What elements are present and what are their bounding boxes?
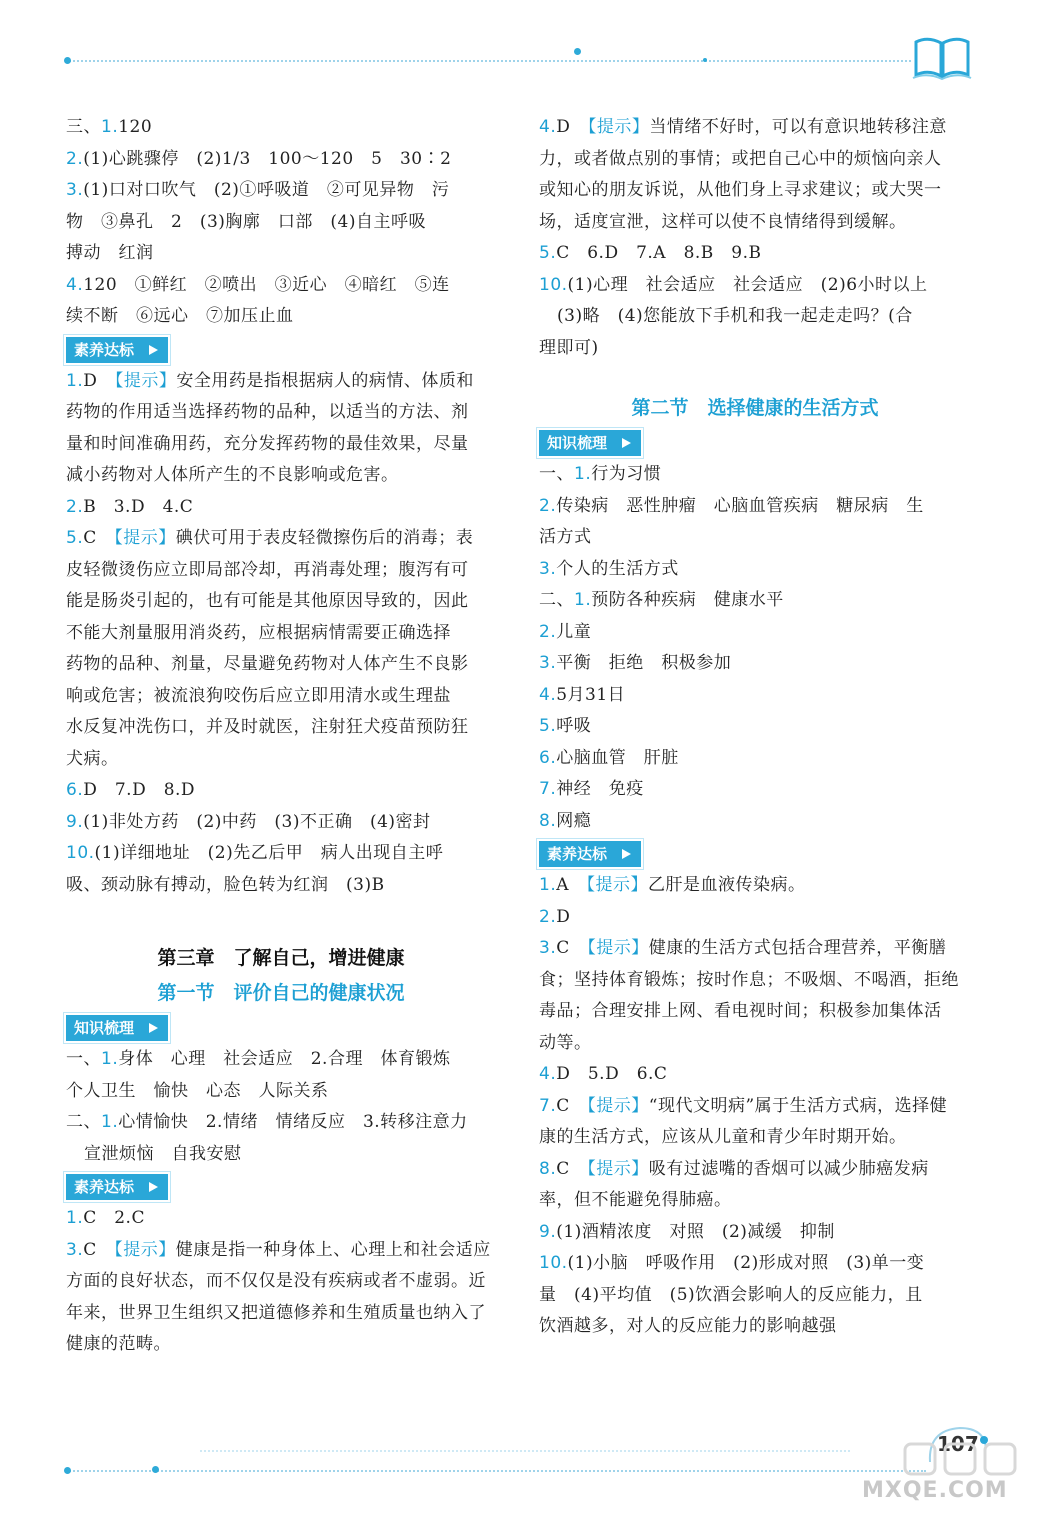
answer-line: 搏动 红润 bbox=[66, 243, 154, 263]
answer-line: 3.C 【提示】健康的生活方式包括合理营养，平衡膳 bbox=[539, 938, 947, 958]
answer-line: 3.个人的生活方式 bbox=[539, 558, 679, 579]
page-number: 107 bbox=[937, 1432, 979, 1456]
answer-line: 5.C 【提示】碘伏可用于表皮轻微擦伤后的消毒；表 bbox=[66, 528, 474, 548]
answer-line: 水反复冲洗伤口，并及时就医，注射狂犬疫苗预防狂 bbox=[66, 717, 469, 737]
answer-line: 7.C 【提示】“现代文明病”属于生活方式病，选择健 bbox=[539, 1095, 948, 1116]
answer-line: 食；坚持体育锻炼；按时作息；不吸烟、不喝酒，拒绝 bbox=[539, 969, 959, 990]
top-dot bbox=[703, 58, 707, 62]
answer-line: 10.(1)详细地址 (2)先乙后甲 病人出现自主呼 bbox=[66, 843, 444, 863]
answer-line: 宣泄烦恼 自我安慰 bbox=[84, 1143, 242, 1164]
answer-line: 年来，世界卫生组织又把道德修养和生殖质量也纳入了 bbox=[66, 1302, 486, 1323]
answer-line: 8.C 【提示】吸有过滤嘴的香烟可以减少肺癌发病 bbox=[539, 1158, 929, 1179]
answer-line: 3.(1)口对口吹气 (2)①呼吸道 ②可见异物 污 bbox=[66, 180, 450, 200]
answer-line: 吸、颈动脉有搏动，脸色转为红润 (3)B bbox=[66, 874, 385, 895]
answer-line: 10.(1)小脑 呼吸作用 (2)形成对照 (3)单一变 bbox=[539, 1253, 925, 1273]
right-column bbox=[539, 112, 971, 1343]
answer-line: 二、1.心情愉快 2.情绪 情绪反应 3.转移注意力 bbox=[66, 1112, 468, 1132]
answer-line: 量和时间准确用药，充分发挥药物的最佳效果，尽量 bbox=[66, 433, 469, 454]
badge-literacy-standard: 素养达标 bbox=[66, 337, 168, 363]
answer-line: 力，或者做点别的事情；或把自己心中的烦恼向亲人 bbox=[539, 148, 942, 169]
answer-block-knowledge bbox=[539, 459, 971, 837]
answer-line: 药物的品种、剂量，尽量避免药物对人体产生不良影 bbox=[66, 654, 469, 674]
answer-line: 续不断 ⑥远心 ⑦加压止血 bbox=[66, 306, 294, 326]
answer-line: 4.D 5.D 6.C bbox=[539, 1064, 668, 1084]
answer-line: 10.(1)心理 社会适应 社会适应 (2)6小时以上 bbox=[539, 274, 928, 295]
answer-line: 药物的作用适当选择药物的品种，以适当的方法、剂 bbox=[66, 402, 469, 422]
top-dotted-divider bbox=[66, 60, 911, 62]
answer-line: 9.(1)非处方药 (2)中药 (3)不正确 (4)密封 bbox=[66, 811, 431, 832]
answer-block-knowledge bbox=[66, 1044, 496, 1170]
bottom-dot bbox=[152, 1466, 159, 1473]
answer-line: 4.D 【提示】当情绪不好时，可以有意识地转移注意 bbox=[539, 117, 947, 137]
watermark-text: MXQE.COM bbox=[862, 1478, 1008, 1503]
bottom-dot bbox=[64, 1467, 71, 1474]
answer-line: 3.C 【提示】健康是指一种身体上、心理上和社会适应 bbox=[66, 1239, 491, 1260]
answer-block-literacy bbox=[539, 870, 971, 1343]
answer-line: 一、1.身体 心理 社会适应 2.合理 体育锻炼 bbox=[66, 1049, 451, 1069]
answer-line: 或知心的朋友诉说，从他们身上寻求建议；或大哭一 bbox=[539, 180, 942, 200]
answer-line: 量 (4)平均值 (5)饮酒会影响人的反应能力，且 bbox=[539, 1284, 923, 1305]
section-title: 第二节 选择健康的生活方式 bbox=[631, 397, 879, 419]
answer-line: 2.儿童 bbox=[539, 621, 592, 642]
answer-block-continued bbox=[539, 112, 971, 364]
answer-line: 5.C 6.D 7.A 8.B 9.B bbox=[539, 243, 762, 263]
answer-line: 二、1.预防各种疾病 健康水平 bbox=[539, 590, 784, 610]
answer-line: 活方式 bbox=[539, 527, 592, 547]
badge-knowledge-review: 知识梳理 bbox=[539, 430, 641, 456]
answer-line: 2.传染病 恶性肿瘤 心脑血管疾病 糖尿病 生 bbox=[539, 495, 924, 516]
badge-knowledge-review: 知识梳理 bbox=[66, 1015, 168, 1041]
answer-line: 3.平衡 拒绝 积极参加 bbox=[539, 653, 732, 673]
answer-line: 毒品；合理安排上网、看电视时间；积极参加集体活 bbox=[539, 1001, 942, 1021]
badge-literacy-standard: 素养达标 bbox=[66, 1174, 168, 1200]
badge-literacy-standard: 素养达标 bbox=[539, 841, 641, 867]
answer-line: 康的生活方式，应该从儿童和青少年时期开始。 bbox=[539, 1127, 907, 1147]
answer-line: (3)略 (4)您能放下手机和我一起走走吗？(合 bbox=[557, 306, 913, 326]
answer-line: 方面的良好状态，而不仅仅是没有疾病或者不虚弱。近 bbox=[66, 1271, 486, 1291]
answer-line: 减小药物对人体所产生的不良影响或危害。 bbox=[66, 465, 399, 485]
answer-block-rescue bbox=[66, 112, 496, 333]
answer-line: 9.(1)酒精浓度 对照 (2)减缓 抑制 bbox=[539, 1221, 835, 1242]
answer-line: 1.D 【提示】安全用药是指根据病人的病情、体质和 bbox=[66, 370, 474, 391]
answer-line: 物 ③鼻孔 2 (3)胸廓 口部 (4)自主呼吸 bbox=[66, 211, 426, 232]
book-icon bbox=[912, 34, 972, 80]
answer-line: 动等。 bbox=[539, 1032, 592, 1053]
answer-line: 个人卫生 愉快 心态 人际关系 bbox=[66, 1080, 329, 1101]
answer-line: 5.呼吸 bbox=[539, 716, 592, 736]
answer-line: 6.心脑血管 肝脏 bbox=[539, 747, 679, 768]
answer-block-literacy bbox=[66, 1203, 496, 1361]
answer-line: 1.A 【提示】乙肝是血液传染病。 bbox=[539, 875, 806, 895]
answer-line: 6.D 7.D 8.D bbox=[66, 780, 196, 800]
bottom-dotted-divider bbox=[200, 1450, 850, 1452]
section-title: 第一节 评价自己的健康状况 bbox=[157, 982, 405, 1004]
answer-line: 响或危害；被流浪狗咬伤后应立即用清水或生理盐 bbox=[66, 685, 451, 706]
answer-line: 4.5月31日 bbox=[539, 684, 626, 705]
answer-line: 理即可) bbox=[539, 337, 599, 358]
left-column bbox=[66, 112, 496, 1361]
answer-line: 一、1.行为习惯 bbox=[539, 464, 662, 484]
answer-line: 健康的范畴。 bbox=[66, 1334, 171, 1354]
answer-line: 三、1.120 bbox=[66, 117, 153, 137]
answer-line: 1.C 2.C bbox=[66, 1208, 145, 1228]
answer-line: 2.(1)心跳骤停 (2)1/3 100～120 5 30∶2 bbox=[66, 148, 452, 169]
answer-line: 率，但不能避免得肺癌。 bbox=[539, 1190, 732, 1210]
answer-line: 能是肠炎引起的，也有可能是其他原因导致的，因此 bbox=[66, 591, 469, 611]
bottom-dotted-divider bbox=[66, 1470, 926, 1472]
answer-line: 饮酒越多，对人的反应能力的影响越强 bbox=[539, 1316, 837, 1336]
answer-block-literacy bbox=[66, 366, 496, 902]
answer-line: 7.神经 免疫 bbox=[539, 779, 644, 799]
answer-line: 4.120 ①鲜红 ②喷出 ③近心 ④暗红 ⑤连 bbox=[66, 274, 450, 295]
answer-line: 8.网瘾 bbox=[539, 810, 592, 831]
answer-line: 皮轻微烫伤应立即局部冷却，再消毒处理；腹泻有可 bbox=[66, 559, 469, 580]
answer-line: 场，适度宣泄，这样可以使不良情绪得到缓解。 bbox=[539, 211, 907, 232]
answer-line: 犬病。 bbox=[66, 748, 119, 769]
chapter-title: 第三章 了解自己，增进健康 bbox=[157, 947, 405, 969]
answer-line: 不能大剂量服用消炎药，应根据病情需要正确选择 bbox=[66, 622, 451, 643]
top-dot bbox=[574, 48, 581, 55]
top-dot bbox=[64, 57, 71, 64]
answer-line: 2.B 3.D 4.C bbox=[66, 496, 194, 517]
answer-line: 2.D bbox=[539, 906, 571, 927]
